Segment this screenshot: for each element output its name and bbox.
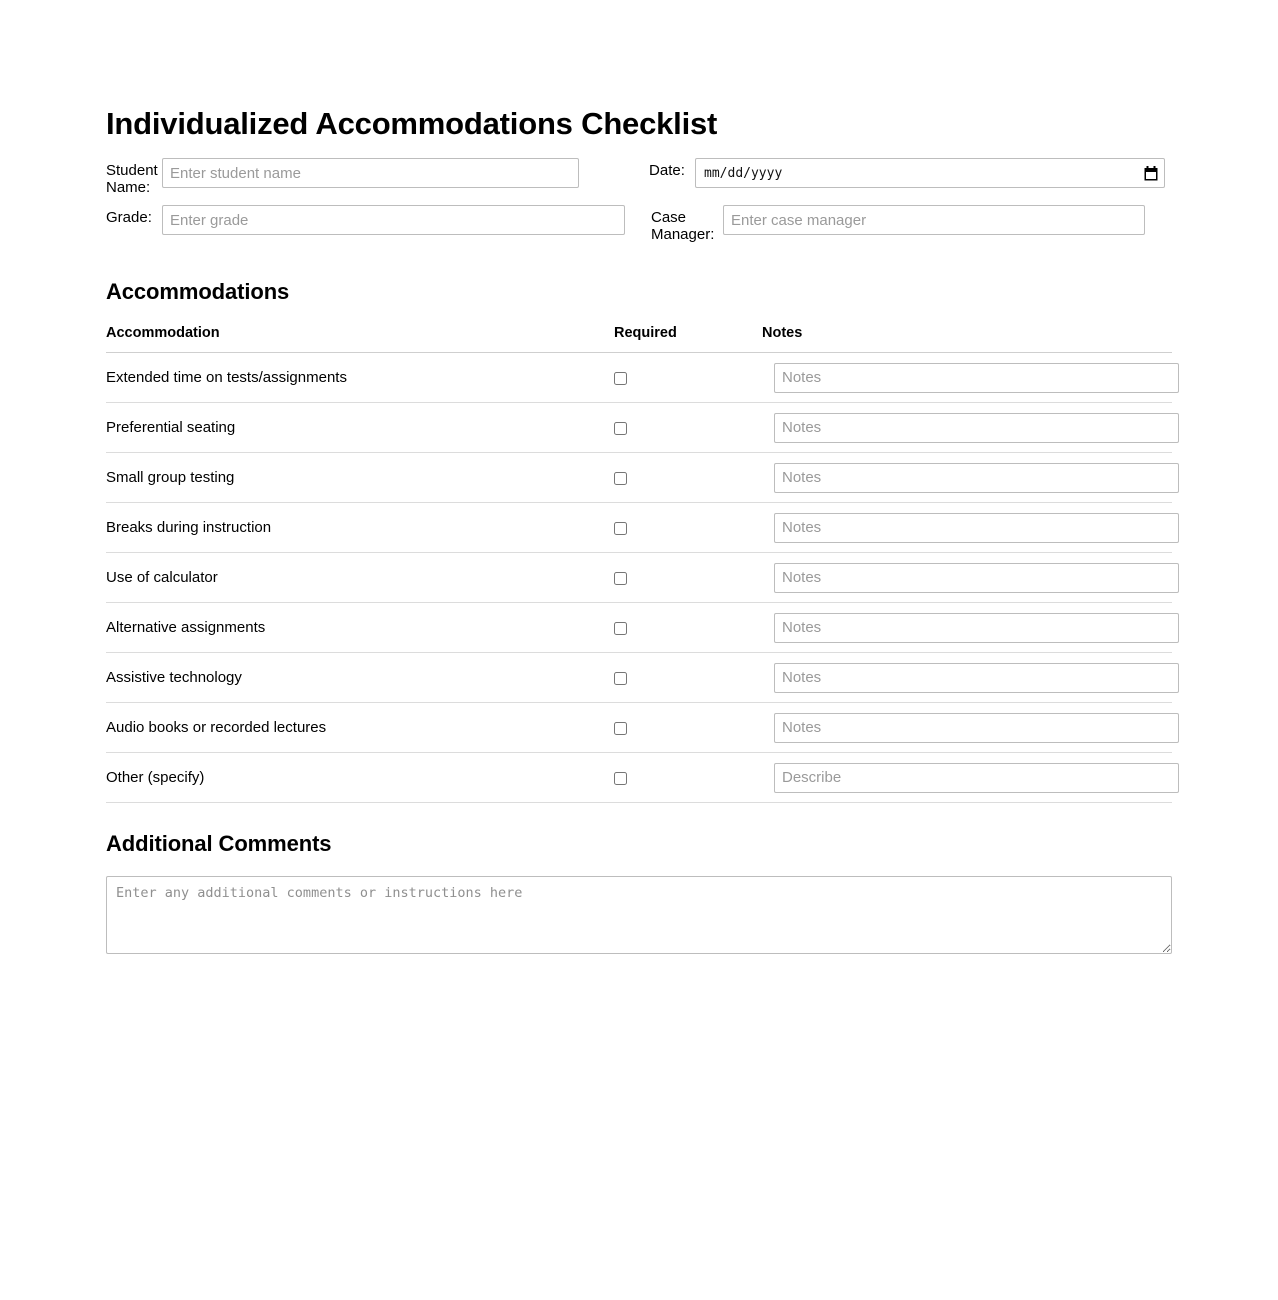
notes-input[interactable] (774, 463, 1179, 493)
column-header-required: Required (614, 325, 762, 353)
required-cell (614, 403, 762, 453)
table-row (106, 403, 1172, 453)
table-row (106, 353, 1172, 403)
notes-input[interactable] (774, 363, 1179, 393)
required-checkbox[interactable] (614, 772, 627, 785)
table-row (106, 503, 1172, 553)
case-manager-input[interactable] (723, 205, 1145, 235)
student-info-section (106, 158, 1172, 243)
required-cell (614, 653, 762, 703)
table-row (106, 653, 1172, 703)
date-label: Date: (649, 162, 685, 179)
table-head (106, 325, 1172, 353)
accommodation-label: Extended time on tests/assignments (106, 353, 614, 403)
notes-cell (762, 753, 1172, 803)
required-checkbox[interactable] (614, 472, 627, 485)
notes-input[interactable] (774, 613, 1179, 643)
required-checkbox[interactable] (614, 422, 627, 435)
accommodation-label: Preferential seating (106, 403, 614, 453)
notes-cell (762, 653, 1172, 703)
required-cell (614, 453, 762, 503)
required-checkbox[interactable] (614, 572, 627, 585)
student-name-input[interactable] (162, 158, 579, 188)
date-input[interactable] (695, 158, 1165, 188)
table-row (106, 603, 1172, 653)
table-row (106, 703, 1172, 753)
accommodation-label: Assistive technology (106, 653, 614, 703)
accommodations-heading: Accommodations (106, 279, 290, 304)
column-header-notes: Notes (762, 325, 1172, 353)
notes-input[interactable] (774, 713, 1179, 743)
accommodations-table-wrapper (106, 325, 1172, 803)
table-body (106, 353, 1172, 803)
additional-comments-textarea[interactable] (106, 876, 1172, 954)
notes-input[interactable] (774, 763, 1179, 793)
grade-label: Grade: (106, 209, 152, 226)
notes-cell (762, 453, 1172, 503)
accommodation-label: Other (specify) (106, 753, 614, 803)
accommodations-table (106, 325, 1172, 803)
notes-input[interactable] (774, 563, 1179, 593)
notes-cell (762, 403, 1172, 453)
notes-input[interactable] (774, 513, 1179, 543)
notes-input[interactable] (774, 413, 1179, 443)
grade-field-group (106, 205, 625, 235)
column-header-accommodation: Accommodation (106, 325, 614, 353)
accommodation-label: Use of calculator (106, 553, 614, 603)
grade-input[interactable] (162, 205, 625, 235)
required-cell (614, 603, 762, 653)
required-cell (614, 753, 762, 803)
table-row (106, 553, 1172, 603)
table-header-row (106, 325, 1172, 353)
required-checkbox[interactable] (614, 372, 627, 385)
notes-cell (762, 603, 1172, 653)
accommodation-label: Audio books or recorded lectures (106, 703, 614, 753)
additional-comments-heading: Additional Comments (106, 831, 332, 856)
student-name-label: Student Name: (106, 162, 158, 196)
required-checkbox[interactable] (614, 722, 627, 735)
additional-comments-wrapper (106, 876, 1172, 959)
student-info-row-1 (106, 158, 1172, 196)
notes-cell (762, 503, 1172, 553)
date-field-group (649, 158, 1172, 188)
required-cell (614, 503, 762, 553)
notes-cell (762, 553, 1172, 603)
required-cell (614, 353, 762, 403)
notes-cell (762, 353, 1172, 403)
accommodation-label: Breaks during instruction (106, 503, 614, 553)
page-title: Individualized Accommodations Checklist (106, 106, 718, 141)
table-row (106, 453, 1172, 503)
notes-cell (762, 703, 1172, 753)
accommodation-label: Alternative assignments (106, 603, 614, 653)
required-cell (614, 703, 762, 753)
required-checkbox[interactable] (614, 622, 627, 635)
required-checkbox[interactable] (614, 672, 627, 685)
case-manager-label: Case Manager: (651, 209, 715, 243)
student-info-row-2 (106, 205, 1172, 243)
calendar-icon[interactable] (1144, 166, 1158, 181)
table-row (106, 753, 1172, 803)
date-placeholder-text: mm/dd/yyyy (704, 165, 783, 181)
required-cell (614, 553, 762, 603)
required-checkbox[interactable] (614, 522, 627, 535)
notes-input[interactable] (774, 663, 1179, 693)
case-manager-field-group (651, 205, 1172, 243)
accommodation-label: Small group testing (106, 453, 614, 503)
student-name-field-group (106, 158, 623, 196)
